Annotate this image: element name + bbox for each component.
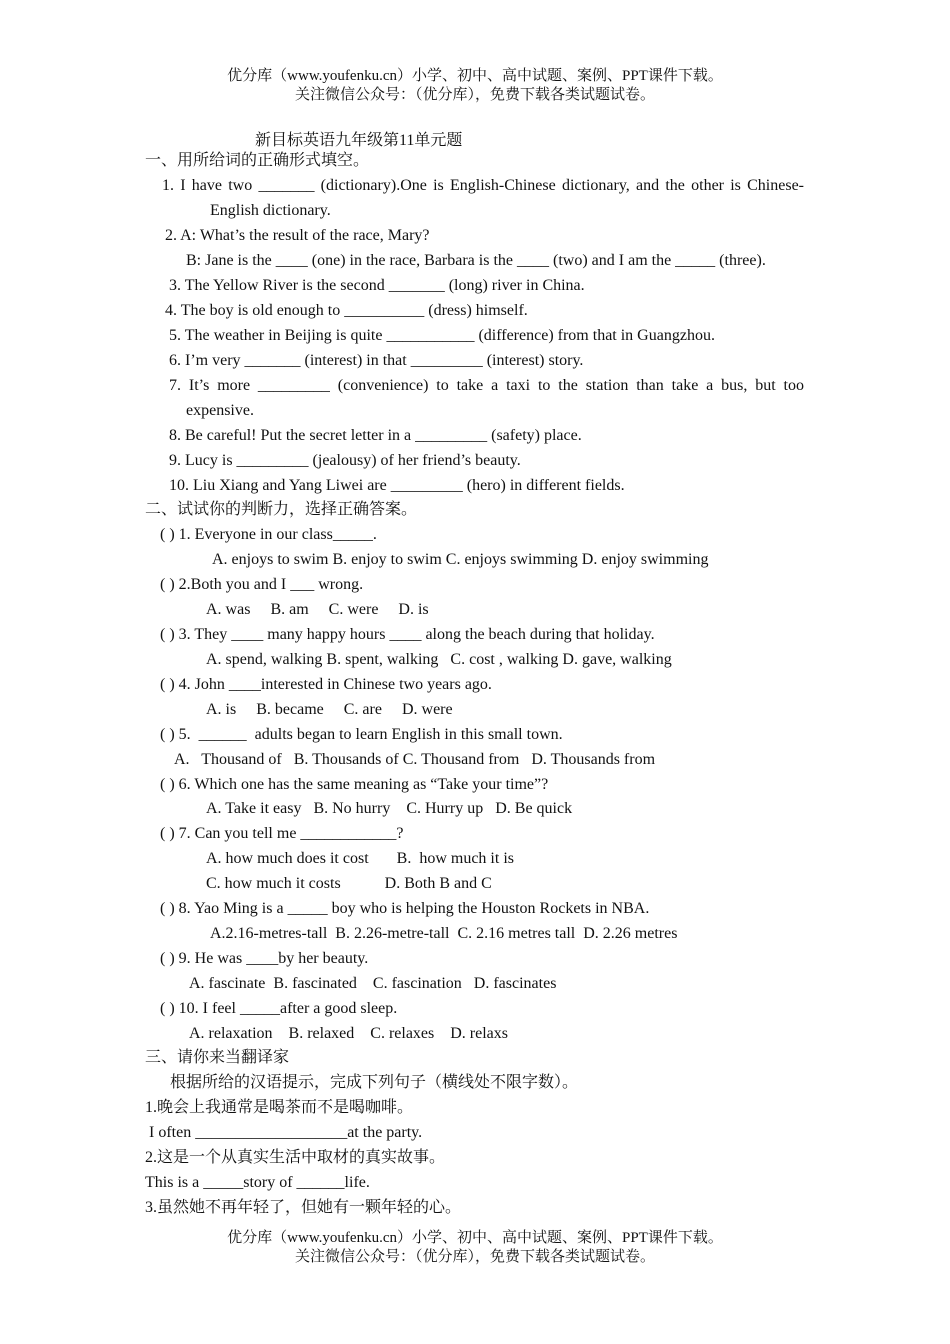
s3-item-3-chinese: 3.虽然她不再年轻了，但她有一颗年轻的心。: [145, 1199, 462, 1216]
s1-item-1-line-2: English dictionary.: [210, 202, 331, 219]
s2-q1-options: A. enjoys to swim B. enjoy to swim C. enjoys swimming D. enjoy swimming: [212, 551, 709, 568]
s1-item-8: 8. Be careful! Put the secret letter in a _________ (safety) place.: [169, 427, 582, 444]
s1-item-4: 4. The boy is old enough to __________ (dress) himself.: [165, 302, 528, 319]
s2-q8: ( ) 8. Yao Ming is a _____ boy who is helping the Houston Rockets in NBA.: [160, 900, 650, 917]
footer-line-1: 优分库（www.youfenku.cn）小学、初中、高中试题、案例、PPT课件下载。: [227, 1230, 723, 1246]
s1-item-3: 3. The Yellow River is the second _______ (long) river in China.: [169, 277, 585, 294]
page-title: 新目标英语九年级第11单元题: [255, 132, 463, 149]
s1-item-9: 9. Lucy is _________ (jealousy) of her friend’s beauty.: [169, 452, 521, 469]
s1-item-2-question: 2. A: What’s the result of the race, Mary?: [165, 227, 430, 244]
s2-q2-options: A. was B. am C. were D. is: [206, 601, 429, 618]
s1-item-2-answer: B: Jane is the ____ (one) in the race, Barbara is the ____ (two) and I am the _____ (three).: [186, 252, 766, 269]
s3-item-2-english: This is a _____story of ______life.: [145, 1174, 370, 1191]
section-3-instruction: 根据所给的汉语提示，完成下列句子（横线处不限字数）。: [170, 1074, 579, 1091]
s2-q9: ( ) 9. He was ____by her beauty.: [160, 950, 369, 967]
s2-q7-options-2: C. how much it costs D. Both B and C: [206, 875, 492, 892]
s1-item-7-line-1: 7. It’s more _________ (convenience) to take a taxi to the station than take a bus, but too: [169, 377, 804, 394]
s1-item-7-line-2: expensive.: [186, 402, 254, 419]
section-3-heading: 三、请你来当翻译家: [145, 1049, 290, 1066]
header-line-1: 优分库（www.youfenku.cn）小学、初中、高中试题、案例、PPT课件下载。: [227, 68, 723, 84]
footer-line-2: 关注微信公众号：（优分库），免费下载各类试题试卷。: [294, 1249, 655, 1265]
s2-q7-options-1: A. how much does it cost B. how much it is: [206, 850, 514, 867]
s2-q2: ( ) 2.Both you and I ___ wrong.: [160, 576, 364, 593]
s1-item-5: 5. The weather in Beijing is quite ___________ (difference) from that in Guangzhou.: [169, 327, 715, 344]
s1-item-1-line-1: 1. I have two _______ (dictionary).One is English-Chinese dictionary, and the other is Chinese-: [162, 177, 804, 194]
s2-q4: ( ) 4. John ____interested in Chinese two years ago.: [160, 676, 492, 693]
s2-q6: ( ) 6. Which one has the same meaning as “Take your time”?: [160, 776, 549, 793]
s2-q7: ( ) 7. Can you tell me ____________?: [160, 825, 404, 842]
s3-item-1-chinese: 1.晚会上我通常是喝茶而不是喝咖啡。: [145, 1099, 414, 1116]
s2-q5-options: A. Thousand of B. Thousands of C. Thousand from D. Thousands from: [174, 751, 656, 768]
s2-q10-options: A. relaxation B. relaxed C. relaxes D. relaxs: [189, 1025, 509, 1042]
s2-q1: ( ) 1. Everyone in our class_____.: [160, 526, 377, 543]
s3-item-1-english: I often ___________________at the party.: [145, 1124, 423, 1141]
s2-q8-options: A.2.16-metres-tall B. 2.26-metre-tall C. 2.16 metres tall D. 2.26 metres: [210, 925, 678, 942]
s2-q10: ( ) 10. I feel _____after a good sleep.: [160, 1000, 398, 1017]
section-1-heading: 一、用所给词的正确形式填空。: [145, 152, 370, 169]
section-2-heading: 二、试试你的判断力，选择正确答案。: [145, 501, 418, 518]
s2-q9-options: A. fascinate B. fascinated C. fascination D. fascinates: [189, 975, 557, 992]
s2-q3-options: A. spend, walking B. spent, walking C. cost , walking D. gave, walking: [206, 651, 672, 668]
s2-q4-options: A. is B. became C. are D. were: [206, 701, 453, 718]
s2-q5: ( ) 5. ______ adults began to learn English in this small town.: [160, 726, 563, 743]
s1-item-10: 10. Liu Xiang and Yang Liwei are _________ (hero) in different fields.: [169, 477, 625, 494]
s1-item-6: 6. I’m very _______ (interest) in that _________ (interest) story.: [169, 352, 584, 369]
s2-q6-options: A. Take it easy B. No hurry C. Hurry up D. Be quick: [206, 800, 573, 817]
s2-q3: ( ) 3. They ____ many happy hours ____ along the beach during that holiday.: [160, 626, 655, 643]
s3-item-2-chinese: 2.这是一个从真实生活中取材的真实故事。: [145, 1149, 446, 1166]
header-line-2: 关注微信公众号：（优分库），免费下载各类试题试卷。: [294, 87, 655, 103]
